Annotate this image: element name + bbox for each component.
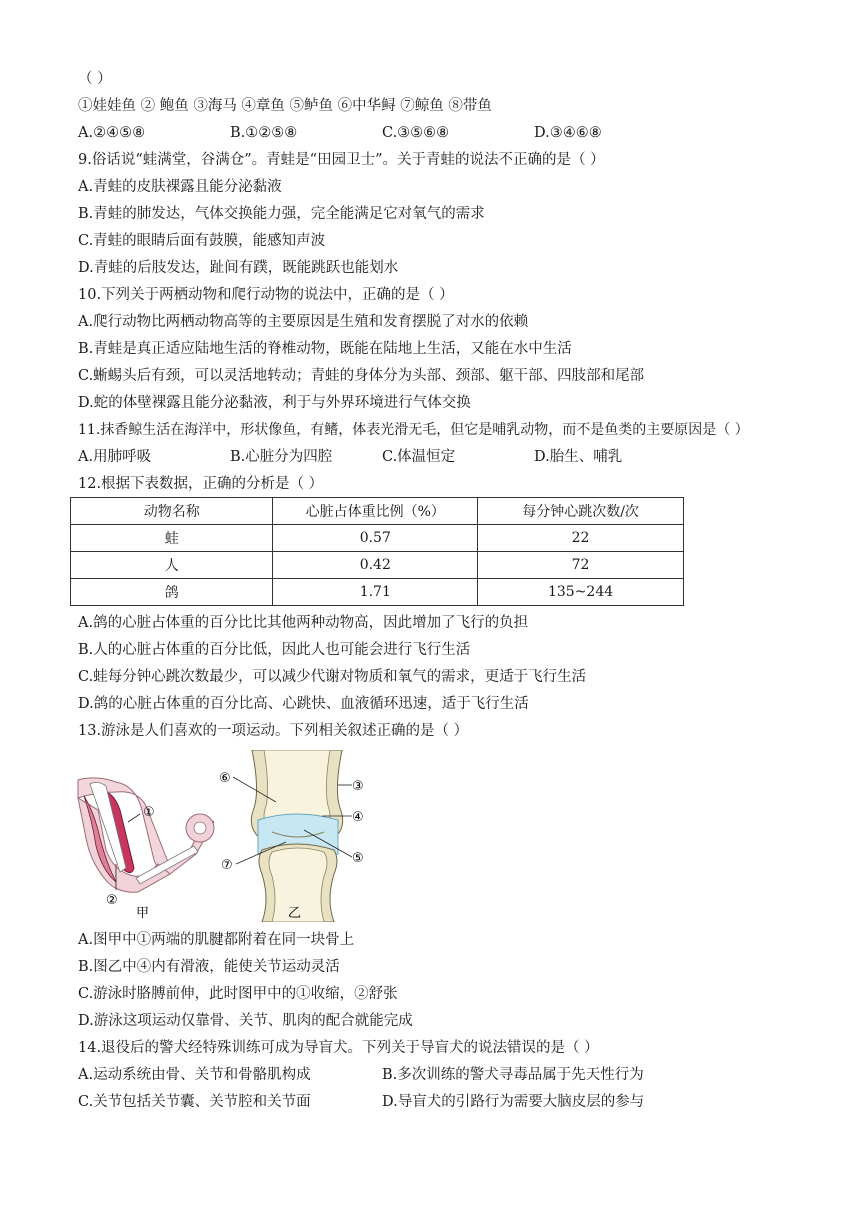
q13-option-d: D.游泳这项运动仅靠骨、关节、肌肉的配合就能完成 — [78, 1013, 413, 1029]
q9-option-d: D.青蛙的后肢发达，趾间有蹼，既能跳跃也能划水 — [78, 260, 399, 276]
label-5: ⑤ — [352, 851, 364, 866]
q13-option-a: A.图甲中①两端的肌腱都附着在同一块骨上 — [78, 932, 355, 948]
table-header: 动物名称 — [71, 498, 273, 525]
q10-option-d: D.蛇的体壁裸露且能分泌黏液，利于与外界环境进行气体交换 — [78, 395, 471, 411]
q14-option-b: B.多次训练的警犬寻毒品属于先天性行为 — [382, 1067, 644, 1083]
q12-option-b: B.人的心脏占体重的百分比低，因此人也可能会进行飞行生活 — [78, 642, 471, 658]
q14-option-c: C.关节包括关节囊、关节腔和关节面 — [78, 1094, 311, 1110]
q9-option-c: C.青蛙的眼睛后面有鼓膜，能感知声波 — [78, 233, 326, 249]
q14-option-d: D.导盲犬的引路行为需要大脑皮层的参与 — [382, 1094, 645, 1110]
q11-stem: 11.抹香鲸生活在海洋中，形状像鱼，有鳍，体表光滑无毛，但它是哺乳动物，而不是鱼类的主要原因是（ ） — [78, 422, 749, 438]
q10-option-b: B.青蛙是真正适应陆地生活的脊椎动物，既能在陆地上生活，又能在水中生活 — [78, 341, 572, 357]
table-header-row — [71, 498, 684, 525]
q10-stem: 10.下列关于两栖动物和爬行动物的说法中，正确的是（ ） — [78, 287, 454, 303]
q9-option-b: B.青蛙的肺发达，气体交换能力强，完全能满足它对氧气的需求 — [78, 206, 485, 222]
q8-option-b: B.①②⑤⑧ — [230, 125, 298, 141]
table-cell: 22 — [478, 525, 684, 552]
q14-stem: 14.退役后的警犬经特殊训练可成为导盲犬。下列关于导盲犬的说法错误的是（ ） — [78, 1040, 599, 1056]
table-header: 每分钟心跳次数/次 — [478, 498, 684, 525]
q11-option-c: C.体温恒定 — [382, 449, 456, 465]
q12-option-c: C.蛙每分钟心跳次数最少，可以减少代谢对物质和氧气的需求，更适于飞行生活 — [78, 669, 587, 685]
q8-option-d: D.③④⑥⑧ — [534, 125, 602, 141]
heart-data-table — [70, 497, 684, 606]
q13-option-b: B.图乙中④内有滑液，能使关节运动灵活 — [78, 959, 340, 975]
q13-option-c: C.游泳时胳膊前伸，此时图甲中的①收缩，②舒张 — [78, 986, 398, 1002]
q11-option-b: B.心脏分为四腔 — [230, 449, 333, 465]
q11-option-a: A.用肺呼吸 — [78, 449, 152, 465]
forearm-bone — [136, 846, 198, 884]
q12-stem: 12.根据下表数据，正确的分析是（ ） — [78, 476, 324, 492]
joint-illustration — [233, 750, 352, 922]
table-cell: 72 — [478, 552, 684, 579]
q10-option-a: A.爬行动物比两栖动物高等的主要原因是生殖和发育摆脱了对水的依赖 — [78, 314, 529, 330]
table-cell: 鸽 — [71, 579, 273, 606]
figure-svg — [76, 750, 376, 922]
q9-option-a: A.青蛙的皮肤裸露且能分泌黏液 — [78, 179, 282, 195]
label-3: ③ — [352, 779, 364, 794]
table-row — [71, 525, 684, 552]
table-cell: 0.42 — [273, 552, 478, 579]
label-4: ④ — [352, 810, 364, 825]
q13-stem: 13.游泳是人们喜欢的一项运动。下列相关叙述正确的是（ ） — [78, 723, 469, 739]
q8-option-c: C.③⑤⑥⑧ — [382, 125, 450, 141]
q8-blank: （ ） — [78, 71, 112, 87]
q12-option-d: D.鸽的心脏占体重的百分比高、心跳快、血液循环迅速，适于飞行生活 — [78, 696, 529, 712]
table-cell: 蛙 — [71, 525, 273, 552]
q10-option-c: C.蜥蜴头后有颈，可以灵活地转动；青蛙的身体分为头部、颈部、躯干部、四肢部和尾部 — [78, 368, 645, 384]
arm-illustration — [78, 778, 214, 892]
caption-yi: 乙 — [288, 906, 302, 921]
table-cell: 0.57 — [273, 525, 478, 552]
label-7: ⑦ — [221, 858, 233, 873]
q14-option-a: A.运动系统由骨、关节和骨骼肌构成 — [78, 1067, 311, 1083]
q11-option-d: D.胎生、哺乳 — [534, 449, 623, 465]
q8-option-a: A.②④⑤⑧ — [78, 125, 146, 141]
q8-items: ①娃娃鱼 ② 鲍鱼 ③海马 ④章鱼 ⑤鲈鱼 ⑥中华鲟 ⑦鲸鱼 ⑧带鱼 — [78, 98, 492, 114]
q9-stem: 9.俗话说“蛙满堂，谷满仓”。青蛙是“田园卫士”。关于青蛙的说法不正确的是（ ） — [78, 152, 605, 168]
label-6: ⑥ — [219, 771, 231, 786]
table-row — [71, 552, 684, 579]
caption-jia: 甲 — [136, 906, 150, 921]
label-1: ① — [143, 805, 155, 820]
table-header: 心脏占体重比例（%） — [273, 498, 478, 525]
label-2: ② — [106, 893, 118, 908]
table-cell: 135~244 — [478, 579, 684, 606]
q12-option-a: A.鸽的心脏占体重的百分比比其他两种动物高，因此增加了飞行的负担 — [78, 615, 529, 631]
table-cell: 人 — [71, 552, 273, 579]
table-cell: 1.71 — [273, 579, 478, 606]
arm-joint-figure — [76, 750, 376, 922]
table-row — [71, 579, 684, 606]
